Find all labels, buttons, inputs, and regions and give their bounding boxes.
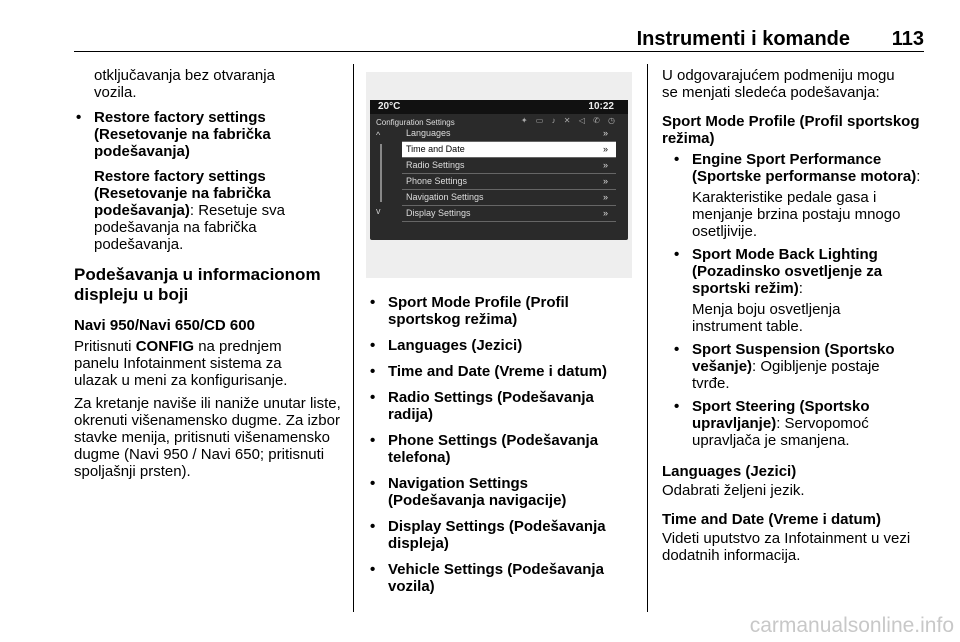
chevron-right-icon: » [602, 160, 608, 170]
config-paragraph [74, 338, 314, 389]
temperature-readout: 20°C [378, 101, 401, 112]
bullet-display: • Display Settings (Podešavanja displeja) [368, 518, 638, 552]
scroll-up-icon: ^ [376, 130, 381, 140]
continued-text: otključavanja bez otvaranja vozila. [94, 67, 275, 101]
back-lighting-suffix: : [798, 280, 803, 297]
engine-sport-desc: Karakteristike pedale gasa i menjanje brzina postaju mnogo osetljivije. [692, 189, 901, 240]
menu-row-display: Display Settings » [402, 206, 616, 222]
languages-heading: Languages (Jezici) [662, 463, 797, 480]
bullet-radio: • Radio Settings (Podešavanja radija) [368, 389, 618, 423]
clock-readout: 10:22 [588, 101, 614, 112]
menu-row-time-date: Time and Date » [402, 142, 616, 158]
screen-scrollbar [374, 130, 388, 216]
sport-suspension-title: Sport Suspension (Sportsko vešanje) [692, 341, 895, 375]
chevron-right-icon: » [602, 192, 608, 202]
config-post: na prednjem panelu Infotainment sistema za ulazak u meni za konfigurisanje. [74, 338, 288, 389]
bullet-phone: • Phone Settings (Podešavanja telefona) [368, 432, 628, 466]
menu-row-phone: Phone Settings » [402, 174, 616, 190]
scroll-track [380, 144, 382, 202]
screen-menu-list [402, 126, 616, 222]
middle-column [368, 294, 632, 595]
column-divider-1 [353, 64, 354, 612]
infotainment-screen [370, 100, 628, 240]
sport-steering-suffix: : Servopomoć upravljača je smanjena. [692, 415, 869, 449]
chevron-right-icon: » [602, 208, 608, 218]
page-number: 113 [891, 28, 924, 50]
time-date-heading: Time and Date (Vreme i datum) [662, 511, 881, 528]
menu-row-languages: Languages » [402, 126, 616, 142]
time-date-text: Videti uputstvo za Infotainment u vezi dodatnih informacija. [662, 530, 911, 564]
screen-top-bar [370, 100, 628, 114]
column-divider-2 [647, 64, 648, 612]
back-lighting-title: Sport Mode Back Lighting (Pozadinsko osvetljenje za sportski režim) [692, 246, 883, 297]
bullet-languages: • Languages (Jezici) [368, 337, 632, 354]
config-button-name: CONFIG [135, 338, 195, 355]
engine-sport-title: Engine Sport Performance (Sportske performanse motora) [692, 151, 917, 185]
bullet-vehicle: • Vehicle Settings (Podešavanja vozila) [368, 561, 628, 595]
bullet-navigation: • Navigation Settings (Podešavanja navigacije) [368, 475, 598, 509]
sport-steering-title: Sport Steering (Sportsko upravljanje) [692, 398, 870, 432]
screen-title: Configuration Settings [376, 118, 455, 127]
restore-bold: Restore factory settings (Resetovanje na fabrička podešavanja) [94, 168, 271, 219]
color-display-heading: Podešavanja u informacionom displeju u boji [74, 265, 321, 304]
status-icons: ✦ ▭ ♪ ✕ ◁ ✆ ◷ [520, 116, 618, 125]
engine-sport-suffix: : [916, 168, 921, 185]
sport-suspension-item [672, 341, 912, 392]
restore-text: : Resetuje sva podešavanja na fabrička podešavanja. [94, 202, 285, 253]
menu-row-navigation: Navigation Settings » [402, 190, 616, 206]
left-column [74, 67, 344, 480]
bullet-restore-factory: • Restore factory settings (Resetovanje na fabrička podešavanja) [74, 109, 294, 160]
sport-mode-heading: Sport Mode Profile (Profil sportskog režima) [662, 113, 920, 147]
submenu-intro: U odgovarajućem podmeniju mogu se menjati sledeća podešavanja: [662, 67, 895, 101]
section-title: Instrumenti i komande [636, 28, 850, 50]
sport-steering-item [672, 398, 912, 449]
right-column [662, 67, 926, 564]
engine-sport-item [672, 151, 922, 185]
menu-row-radio: Radio Settings » [402, 158, 616, 174]
sport-suspension-suffix: : Ogibljenje postaje tvrđe. [692, 358, 880, 392]
navigation-paragraph: Za kretanje naviše ili naniže unutar liste, okrenuti višenamensko dugme. Za izbor stavke menija, pritisnuti višenamensko dugme (Navi 950 / Navi 650; pritisnuti spoljašnji prsten). [74, 395, 341, 480]
screen-figure [366, 72, 632, 278]
header-rule [74, 51, 924, 52]
page-header [0, 0, 960, 52]
chevron-right-icon: » [602, 176, 608, 186]
watermark: carmanualsonline.info [749, 614, 954, 637]
scroll-down-icon: v [376, 206, 381, 216]
model-subheading: Navi 950/Navi 650/CD 600 [74, 317, 255, 334]
bullet-sport-mode: • Sport Mode Profile (Profil sportskog režima) [368, 294, 598, 328]
config-pre: Pritisnuti [74, 338, 136, 355]
chevron-right-icon: » [602, 144, 608, 154]
restore-description [74, 168, 309, 253]
bullet-time-date: • Time and Date (Vreme i datum) [368, 363, 632, 380]
back-lighting-desc: Menja boju osvetljenja instrument table. [692, 301, 841, 335]
back-lighting-item [672, 246, 922, 297]
languages-text: Odabrati željeni jezik. [662, 482, 805, 499]
chevron-right-icon: » [602, 128, 608, 138]
